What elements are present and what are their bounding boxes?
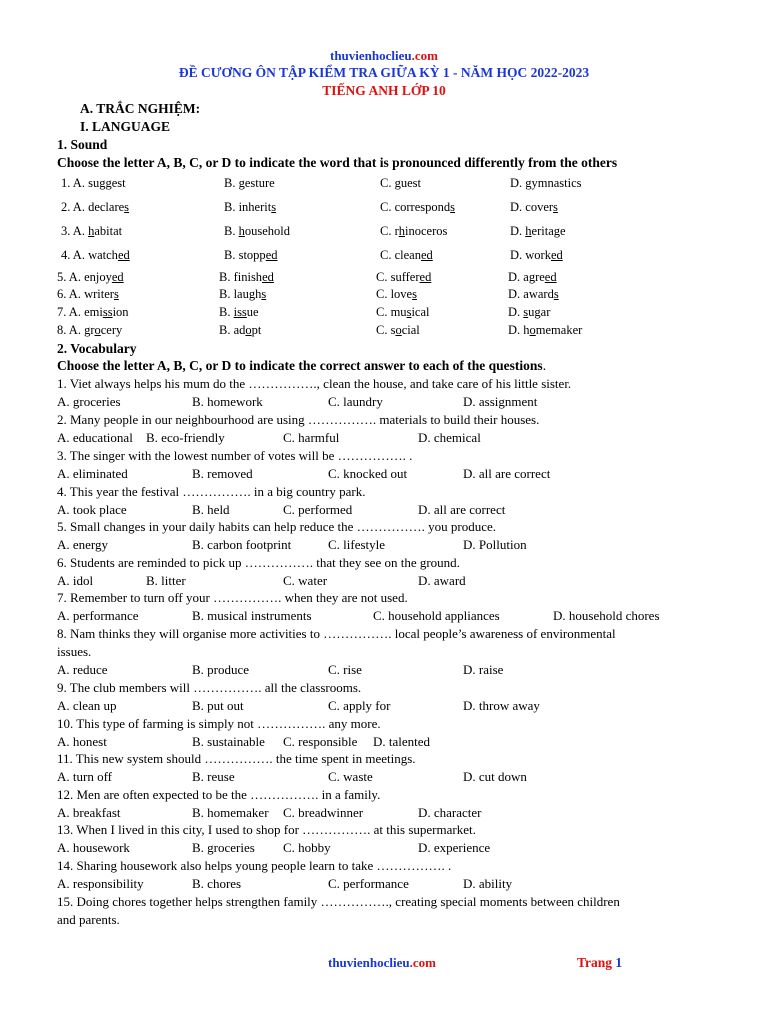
sound-option: D. gymnastics [510,176,582,190]
sound-option: D. agreed [508,270,557,284]
answer-option: A. responsibility [57,876,144,891]
answer-option: B. eco-friendly [146,430,225,445]
answer-option: C. performance [328,876,409,891]
sound-option: C. musical [376,305,430,319]
sound-option: 3. A. habitat [61,224,123,238]
answer-option: D. experience [418,840,491,855]
sound-option: 8. A. grocery [57,323,123,337]
document-title: ĐỀ CƯƠNG ÔN TẬP KIỂM TRA GIỮA KỲ 1 - NĂM HỌC 2022-2023 [178,65,590,80]
answer-option: C. apply for [328,698,391,713]
answer-option: D. ability [463,876,513,891]
question-text: 9. The club members will ……………. all the classrooms. [57,680,362,695]
question-text-continued: issues. [57,644,92,659]
answer-option: C. knocked out [328,466,408,481]
answer-option: C. rise [328,662,362,677]
sound-option: C. corresponds [380,200,455,214]
question-text: 5. Small changes in your daily habits can help reduce the ……………. you produce. [57,519,497,534]
answer-option: C. performed [283,502,353,517]
answer-option: A. idol [57,573,94,588]
answer-option: B. reuse [192,769,235,784]
answer-option: D. household chores [553,608,660,623]
answer-option: C. breadwinner [283,805,364,820]
sound-option: D. worked [510,248,563,262]
answer-option: A. reduce [57,662,108,677]
sound-option: 1. A. suggest [61,176,126,190]
header-site: thuvienhoclieu.com [330,48,438,63]
sound-option: C. guest [380,176,421,190]
question-text: 1. Viet always helps his mum do the ……………., clean the house, and take care of his little sister. [57,376,572,391]
sound-option: 6. A. writers [57,287,119,301]
vocab-heading: 2. Vocabulary [57,341,137,356]
answer-option: D. character [418,805,482,820]
answer-option: C. laundry [328,394,383,409]
question-text: 11. This new system should ……………. the time spent in meetings. [57,751,416,766]
answer-option: A. educational [57,430,133,445]
sound-option: C. suffered [376,270,432,284]
question-text: 13. When I lived in this city, I used to shop for ……………. at this supermarket. [57,822,476,837]
question-text: 14. Sharing housework also helps young people learn to take ……………. . [57,858,452,873]
question-text: 12. Men are often expected to be the ……………. in a family. [57,787,381,802]
answer-option: B. removed [192,466,253,481]
question-text: 10. This type of farming is simply not ……………. any more. [57,716,381,731]
sound-instruction: Choose the letter A, B, C, or D to indicate the word that is pronounced differently from the others [57,155,618,170]
sound-option: 7. A. emission [57,305,129,319]
answer-option: D. raise [463,662,504,677]
answer-option: A. breakfast [57,805,121,820]
sound-option: D. homemaker [508,323,583,337]
answer-option: B. homemaker [192,805,269,820]
sound-option: B. household [224,224,290,238]
answer-option: D. assignment [463,394,538,409]
answer-option: B. chores [192,876,242,891]
answer-option: A. groceries [57,394,121,409]
question-text: 4. This year the festival ……………. in a big country park. [57,484,366,499]
answer-option: D. cut down [463,769,527,784]
sound-option: B. issue [219,305,259,319]
answer-option: A. performance [57,608,139,623]
question-text: 2. Many people in our neighbourhood are using ……………. materials to build their houses. [57,412,540,427]
answer-option: D. award [418,573,466,588]
answer-option: B. produce [192,662,250,677]
sound-option: B. stopped [224,248,278,262]
sound-option: B. adopt [219,323,262,337]
answer-option: D. chemical [418,430,481,445]
answer-option: B. homework [192,394,263,409]
sound-option: D. heritage [510,224,566,238]
answer-option: A. housework [57,840,130,855]
sound-option: C. loves [376,287,417,301]
sound-option: 2. A. declares [61,200,130,214]
answer-option: C. water [283,573,328,588]
question-text: 15. Doing chores together helps strengthen family ……………., creating special moments between children [57,894,620,909]
footer-site: thuvienhoclieu.com [328,955,436,970]
sound-option: 4. A. watched [61,248,130,262]
question-text: 7. Remember to turn off your ……………. when they are not used. [57,590,408,605]
answer-option: D. all are correct [418,502,506,517]
answer-option: B. carbon footprint [192,537,292,552]
sound-option: 5. A. enjoyed [57,270,124,284]
answer-option: C. responsible [283,734,358,749]
answer-option: B. musical instruments [192,608,312,623]
answer-option: B. groceries [192,840,255,855]
sound-option: B. laughs [219,287,267,301]
sound-option: C. social [376,323,420,337]
sound-option: D. covers [510,200,558,214]
answer-option: B. put out [192,698,244,713]
answer-option: D. Pollution [463,537,527,552]
sound-heading: 1. Sound [57,137,108,152]
answer-option: A. clean up [57,698,117,713]
answer-option: C. waste [328,769,373,784]
section-a-heading: A. TRẮC NGHIỆM: [80,101,201,116]
answer-option: B. litter [146,573,186,588]
answer-option: D. all are correct [463,466,551,481]
sound-option: D. sugar [508,305,551,319]
answer-option: B. sustainable [192,734,265,749]
sound-option: B. finished [219,270,274,284]
answer-option: C. household appliances [373,608,500,623]
answer-option: C. hobby [283,840,331,855]
section-i-heading: I. LANGUAGE [80,119,171,134]
question-text: 3. The singer with the lowest number of votes will be ……………. . [57,448,413,463]
sound-option: B. inherits [224,200,277,214]
sound-option: C. cleaned [380,248,433,262]
question-text-continued: and parents. [57,912,120,927]
answer-option: A. energy [57,537,109,552]
question-text: 6. Students are reminded to pick up ……………. that they see on the ground. [57,555,460,570]
sound-option: C. rhinoceros [380,224,448,238]
sound-option: D. awards [508,287,559,301]
answer-option: D. throw away [463,698,540,713]
answer-option: D. talented [373,734,431,749]
answer-option: A. turn off [57,769,113,784]
page-number: Trang 1 [577,955,623,970]
answer-option: A. honest [57,734,107,749]
answer-option: A. eliminated [57,466,128,481]
question-text: 8. Nam thinks they will organise more activities to ……………. local people’s awareness of environmental [57,626,616,641]
answer-option: C. lifestyle [328,537,386,552]
vocab-instruction: Choose the letter A, B, C, or D to indicate the correct answer to each of the questions. [57,358,547,373]
answer-option: B. held [192,502,230,517]
document-subtitle: TIẾNG ANH LỚP 10 [322,83,446,98]
sound-option: B. gesture [224,176,275,190]
answer-option: C. harmful [283,430,340,445]
answer-option: A. took place [57,502,127,517]
